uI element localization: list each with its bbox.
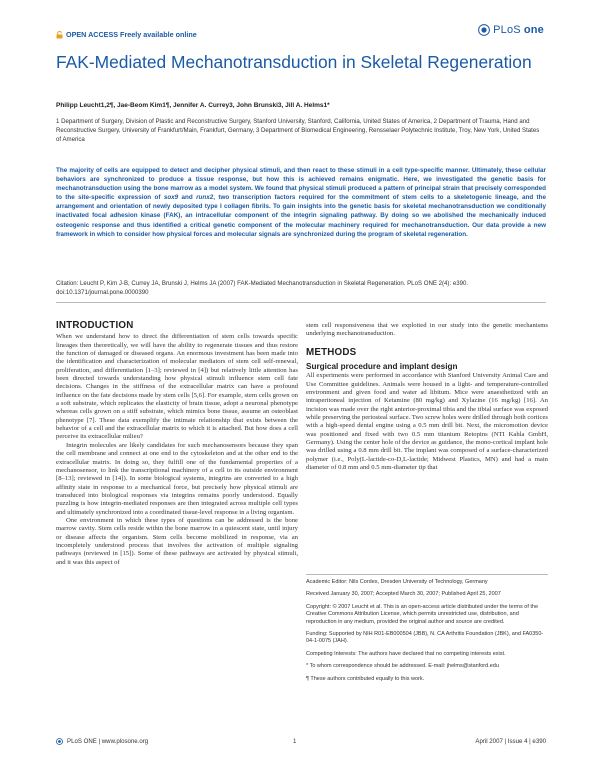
logo-plos-text: PLoS [493, 24, 521, 36]
footer-issue: April 2007 | Issue 4 | e390 [475, 738, 546, 745]
correspondence-note: * To whom correspondence should be addressed. E-mail: jhelms@stanford.edu [306, 663, 499, 670]
abstract-gene-sox9: sox9 [163, 194, 179, 202]
intro-continuation: stem cell responsiveness that we exploited in our study into the genetic mechanisms underlying mechanotransduction. [306, 322, 548, 338]
abstract-and: and [178, 194, 197, 202]
header-divider [56, 302, 546, 303]
info-divider [306, 574, 548, 575]
abstract-part-1: The majority of cells are equipped to detect and decipher physical stimuli, and then react to these stimuli in a cell type-specific manner. Ultimately, these cellular behaviors are synchronized to produce a tissue response, but how this is achieved remains enigmatic. Here, we investigated the genetic basis for mechanotransduction using the bone marrow as a model system. We found that physical stimuli produced a pattern of principal strain that precisely corresponded to the site-specific expression of [56, 167, 546, 202]
intro-paragraph-2: Integrin molecules are likely candidates for such mechanosensors because they span the cell membrane and connect at one end to the cytoskeleton and at the other end to the extracellular matrix. In doing so, they fulfill one of the fundamental properties of a mechanosensor, to link the transcriptional machinery of a cell to its outside environment [8–13]; reviewed in [14]). In some biological systems, integrins are converted to a high affinity state in response to a mechanical force, but precisely how physical stimuli are transduced into biological responses via integrins remains poorly understood. Equally puzzling is how integrin-mediated responses are then integrated across multiple cell types and ultimately synchronized into a coordinated tissue-level response in a living organism. [56, 441, 298, 516]
methods-paragraph-1: All experiments were performed in accordance with Stanford University Animal Care and Use Committee guidelines. Animals were housed in a light- and temperature-controlled environment and given food and water ad libitum. Mice were anaesthetized with an intraperitoneal injection of Ketamine (80 mg/kg) and Xylazine (16 mg/kg) [16]. An incision was made over the right anterior-proximal tibia and the tibial surface was exposed while preserving the periosteal surface. Two screw holes were drilled through both cortices with a high-speed dental engine using a 0.5 mm drill bit. Next, the micromotion device was positioned and fixed with two 0.5 mm titanium Retopins (NTI Kahla GmbH, Germany). Using the center hole of the device as guidance, the mono-cortical implant hole was drilled using a 0.8 mm drill bit. The implant was composed of a surface-characterized polymer (i.e., Poly(L-lactide-co-D,L-lactide; Midwest Plastics, MN) and had a main diameter of 0.8 mm and 0.5 mm-diameter tip that [306, 372, 548, 472]
plos-logo-mark-icon [478, 24, 490, 36]
article-info-box [306, 574, 548, 688]
author-list: Philipp Leucht1,2¶, Jae-Beom Kim1¶, Jennifer A. Currey3, John Brunski3, Jill A. Helms1* [56, 102, 330, 109]
methods-heading: METHODS [306, 346, 357, 358]
open-access-lock-icon [56, 31, 63, 39]
footer-journal-text: PLoS ONE | www.plosone.org [67, 738, 149, 745]
academic-editor: Academic Editor: Nils Cordes, Dresden University of Technology, Germany [306, 579, 488, 585]
equal-contribution-note: ¶ These authors contributed equally to this work. [306, 675, 425, 682]
right-column [306, 322, 548, 473]
affiliations: 1 Department of Surgery, Division of Plastic and Reconstructive Surgery, Stanford University, Stanford, California, United States of America, 2 Department of Trauma, Hand and Reconstructive Surgery, University of Frankfurt/Main, Frankfurt, Germany, 3 Department of Biomedical Engineering, Rensselaer Polytechnic Institute, Troy, New York, United States of America [56, 118, 540, 143]
funding-statement: Funding: Supported by NIH R01-EB000504 (JBB), N. CA Arthritis Foundation (JBK), and FA0350-04-1-0075 (JAH). [306, 631, 544, 645]
abstract-part-2: , two transcription factors required for the commitment of stem cells to a skeletogenic lineage, and the arrangement and orientation of newly deposited type I collagen fibrils. To gain insights into the genetic basis for skeletal mechanotransduction we conditionally inactivated focal adhesion kinase (FAK), an intracellular component of the integrin signaling pathway. By doing so we abolished the mechanically induced osteogenic response and thus identified a critical genetic component of the molecular machinery required for mechanotransduction. Our data provide a new framework in which to consider how physical forces and molecular signals are synchronized during the program of skeletal regeneration. [56, 194, 546, 238]
intro-paragraph-3: One environment in which these types of questions can be addressed is the bone marrow cavity. Stem cells reside within the bone marrow in a quiescent state, until injury or disease affects the organism. Stem cells become mobilized in response, via an incompletely understood process that involves the activation of multiple signaling pathways (reviewed in [15]). Some of these pathways are activated by physical stimuli, and it was this aspect of [56, 516, 298, 566]
abstract [56, 166, 546, 239]
plos-footer-mark-icon [56, 738, 63, 745]
logo-one-text: one [523, 24, 544, 36]
article-title: FAK-Mediated Mechanotransduction in Skeletal Regeneration [56, 52, 532, 72]
open-access-banner [56, 30, 197, 39]
citation: Citation: Leucht P, Kim J-B, Currey JA, Brunski J, Helms JA (2007) FAK-Mediated Mechanotransduction in Skeletal Regeneration. PLoS ONE 2(4): e390. doi:10.1371/journal.pone.0000390 [56, 280, 469, 296]
copyright-notice: Copyright: © 2007 Leucht et al. This is an open-access article distributed under the terms of the Creative Commons Attribution License, which permits unrestricted use, distribution, and reproduction in any medium, provided the original author and source are credited. [306, 603, 539, 625]
competing-interests: Competing Interests: The authors have declared that no competing interests exist. [306, 650, 506, 657]
intro-paragraph-1: When we understand how to direct the differentiation of stem cells towards specific lineages then theoretically, we will have the ability to regenerate tissues and thus restore the function of damaged or diseased organs. An enormous investment has been made into the identification and characterization of molecular mediators of stem cell self-renewal, proliferation, and differentiation [1–3]; reviewed in [4]) but relatively little attention has been directed towards understanding how physical stimuli influence stem cell fate decisions. Changes in the stiffness of the extracellular matrix can have a profound influence on the fate decisions made by stem cells [5,6]. For example, stem cells grown on a soft substrate, which replicates the elasticity of brain tissue, adopt a neuronal phenotype whereas cells grown on a stiff substrate, which mimics bone tissue, assume an osteoblast phenotype [7]. These data exemplify the intimate relationship that exists between the behavior of a cell and the extracellular matrix to which it is attached. But how does a cell perceive its extracellular milieu? [56, 333, 298, 441]
footer-journal [56, 738, 148, 745]
left-column [56, 322, 298, 567]
plos-one-logo [478, 24, 544, 36]
introduction-heading: INTRODUCTION [56, 320, 134, 331]
page-number: 1 [293, 738, 297, 745]
open-access-label: OPEN ACCESS Freely available online [66, 30, 197, 39]
surgical-procedure-subheading: Surgical procedure and implant design [306, 362, 458, 372]
abstract-gene-runx2: runx2 [196, 194, 214, 202]
article-dates: Received January 30, 2007; Accepted March 30, 2007; Published April 25, 2007 [306, 591, 501, 598]
